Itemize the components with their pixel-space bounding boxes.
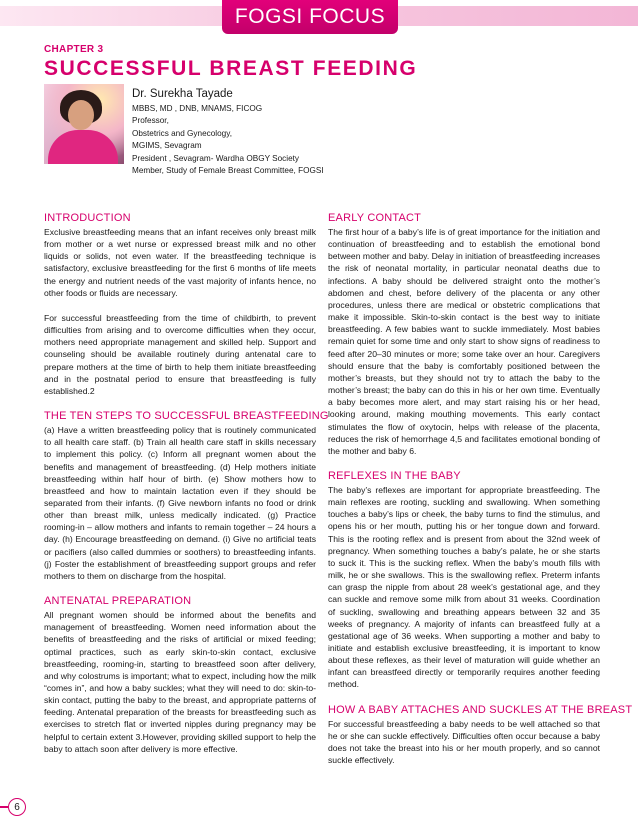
- section-heading-early-contact: EARLY CONTACT: [328, 212, 422, 224]
- header-bar: [0, 0, 638, 34]
- section-heading-ten-steps: THE TEN STEPS TO SUCCESSFUL BREASTFEEDING: [44, 410, 329, 423]
- author-name: Dr. Surekha Tayade: [132, 88, 233, 100]
- header-tab: [222, 0, 398, 34]
- author-block: [132, 88, 324, 177]
- paragraph-introduction-1: Exclusive breastfeeding means that an infant receives only breast milk from mother or a wet nurse or expressed breast milk and no other liquids or solids, not even water. If the breastfeeding technique is satisfactory, exclusive breastfeeding for the first 6 months of life meets the energy and nutrient needs of the vast majority of infants hence, no other foods or fluids are necessary.: [44, 227, 316, 298]
- author-photo: [44, 84, 124, 164]
- author-society: President , Sevagram- Wardha OBGY Society: [132, 153, 300, 163]
- header-label: FOGSI FOCUS: [234, 5, 386, 28]
- section-heading-attachment: HOW A BABY ATTACHES AND SUCKLES AT THE BREAST: [328, 703, 633, 716]
- page-title: SUCCESSFUL BREAST FEEDING: [44, 57, 418, 80]
- paragraph-introduction-2: For successful breastfeeding from the time of childbirth, to prevent difficulties from arising and to overcome difficulties when they occur, mothers need appropriate management and skilled help. Support and counseling should be available routinely during antenatal care to prepare mothers at the time of birth to help them initiate breastfeeding and in the postnatal period to ensure that breastfeeding is fully established.2: [44, 312, 316, 396]
- page-number: 6: [8, 798, 26, 816]
- paragraph-antenatal: All pregnant women should be informed about the benefits and management of breastfeeding. Women need information about the benefits of breastfeeding and the risks of artificial or mixed feeding; optimal practices, such as early skin-to-skin contact, exclusive breastfeeding, rooming-in, starting to breastfeed soon after delivery, and why colostrums is important; what to expect, including how the milk “comes in”, and how a baby suckles; what they will need to do: skin-to-skin contact, putting the baby to the breast, and appropriate patterns of feeding. Antenatal preparation of the breasts for breastfeeding such as exercises to stretch flat or inverted nipples during pregnancy may be helpful to certain extent 3.However, providing skilled support to help the baby to attach soon after delivery is more effective.: [44, 610, 316, 754]
- section-heading-antenatal: ANTENATAL PREPARATION: [44, 595, 192, 608]
- paragraph-reflexes: The baby’s reflexes are important for appropriate breastfeeding. The main reflexes are rooting, suckling and swallowing. When something touches a baby’s lips or cheek, the baby turns to find the stimulus, and opens his or her mouth, putting his or her tongue down and forward. This is the rooting reflex and is present from about the 32nd week of pregnancy. When something touches a baby’s palate, he or she starts to suck it. This is the sucking reflex. When the baby’s mouth fills with milk, he or she swallows. This is the swallowing reflex. Preterm infants can grasp the nipple from about 28 week’s gestational age, and they can suckle and remove some milk from about 31 weeks. Coordination of suckling, swallowing and breathing appears between 32 and 35 weeks of pregnancy. A majority of infants can breastfeed fully at a gestational age of 36 weeks. When supporting a mother and baby to initiate and establish exclusive breastfeeding, it is important to know about these reflexes, as their level of maturation will guide whether an infant can breastfeed directly or temporarily requires another feeding method.: [328, 484, 600, 690]
- author-credentials: MBBS, MD , DNB, MNAMS, FICOG: [132, 104, 263, 113]
- paragraph-ten-steps: (a) Have a written breastfeeding policy that is routinely communicated to all health care staff. (b) Train all health care staff in skills necessary to implement this policy. (c) Inform all pregnant women about the benefits and management of breastfeeding. (d) Help mothers initiate breastfeeding within half hour of birth. (e) Show mothers how to breastfeed and how to maintain lactation even if they should be separated from their infants. (f) Give newborn infants no food or drink other than breast milk, unless medically indicated. (g) Practice rooming-in – allow mothers and infants to remain together – 24 hours a day. (h) Encourage breastfeeding on demand. (i) Give no artificial teats or pacifiers (also called dummies or soothers) to breastfeeding infants. (j) Foster the establishment of breastfeeding support groups and refer mothers to them on discharge from the hospital.: [44, 425, 316, 581]
- section-heading-reflexes: REFLEXES IN THE BABY: [328, 469, 461, 482]
- paragraph-attachment: For successful breastfeeding a baby needs to be well attached so that he or she can suckle effectively. Difficulties often occur because a baby does not take the breast into his or her mouth properly, and so cannot suckle effectively.: [328, 718, 600, 766]
- right-column: [328, 212, 633, 779]
- chapter-label: CHAPTER 3: [44, 44, 104, 55]
- paragraph-early-contact: The first hour of a baby’s life is of great importance for the initiation and continuation of breastfeeding and to establish the emotional bond between mother and baby. Delay in initiation of breastfeeding increases the risk of neonatal mortality, in particular neonatal deaths due to infections. A baby should be delivered straight onto the mother’s abdomen and chest, before delivery of the placenta or any other procedures, unless there are medical or obstetric complications that make it impossible. Skin-to-skin contact is the best way to initiate breastfeeding. A few babies want to suckle immediately. Most babies remain quiet for some time and only start to show signs of readiness to feed after 20–30 minutes or more; some take over an hour. Caregivers should ensure that the baby is comfortably positioned between the mother’s breasts, but they should not try to attach the baby to the mother’s breast; the baby can do this in his or her own time. Eventually a baby becomes more alert, and may start raising his or her head, looking around, making mouthing movements. This early contact stimulates the flow of oxytocin, helps with release of the placenta, reduces the risk of hemorrhage 4,5 and facilitates emotional bonding of the mother and baby 6.: [328, 227, 600, 456]
- page-number-rule: [0, 806, 8, 808]
- author-institution: MGIMS, Sevagram: [132, 141, 202, 151]
- author-committee: Member, Study of Female Breast Committee, FOGSI: [132, 166, 324, 176]
- author-position: Professor,: [132, 116, 169, 126]
- author-department: Obstetrics and Gynecology,: [132, 128, 232, 138]
- section-heading-introduction: INTRODUCTION: [44, 212, 131, 224]
- left-column: [44, 212, 329, 768]
